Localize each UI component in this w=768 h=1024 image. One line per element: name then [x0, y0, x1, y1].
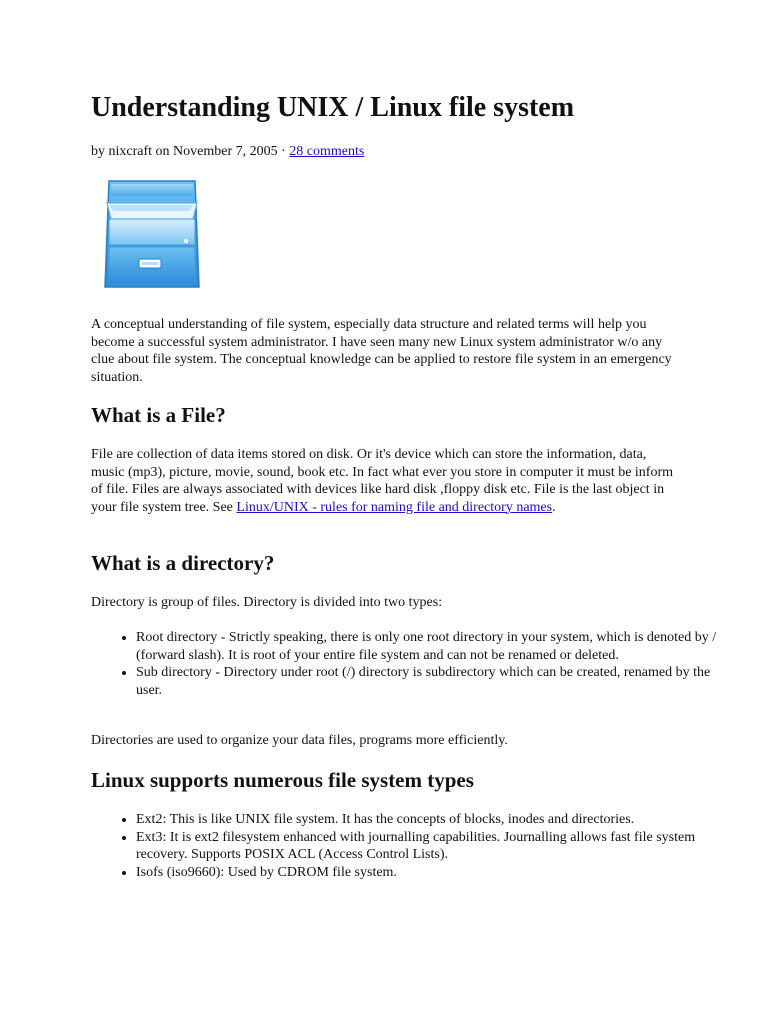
section-heading-directory: What is a directory? [91, 551, 275, 575]
byline-author-date: by nixcraft on November 7, 2005 · [91, 144, 290, 159]
file-paragraph-end: . [552, 499, 556, 515]
list-item: • Ext3: It is ext2 filesystem enhanced with journalling capabilities. Journalling allows fast file system recovery. Supports POSIX ACL (Access Control Lists). [136, 829, 726, 864]
file-paragraph-text: File are collection of data items stored on disk. Or it's device which can store the information, data, music (mp3), picture, movie, sound, book etc. In fact what ever you store in computer it must be inform of file. Files are always associated with devices like hard disk ,floppy disk etc. File is the last object in your file system tree. See [91, 447, 674, 515]
page-title: Understanding UNIX / Linux file system [91, 92, 575, 123]
intro-paragraph: A conceptual understanding of file system, especially data structure and related terms will help you become a successful system administrator. I have seen many new Linux system administrator w/o any clue about file system. The conceptual knowledge can be applied to restore file system in an emergency situation. [91, 317, 672, 385]
file-paragraph [91, 446, 681, 516]
list-item: • Ext2: This is like UNIX file system. It has the concepts of blocks, inodes and directories. [136, 811, 726, 829]
section-heading-fs-types: Linux supports numerous file system types [91, 768, 474, 792]
list-item: • Isofs (iso9660): Used by CDROM file system. [136, 864, 726, 882]
directory-type-list [91, 629, 726, 699]
section-heading-file: What is a File? [91, 403, 226, 427]
file-cabinet-icon [97, 175, 209, 293]
byline [91, 143, 364, 161]
directory-intro: Directory is group of files. Directory is divided into two types: [91, 595, 443, 610]
fs-type-list [91, 811, 726, 881]
list-item: • Sub directory - Directory under root (/) directory is subdirectory which can be created, renamed by the user. [136, 664, 726, 699]
comments-link[interactable]: 28 comments [289, 144, 365, 159]
directory-outro: Directories are used to organize your data files, programs more efficiently. [91, 733, 508, 748]
naming-rules-link[interactable]: Linux/UNIX - rules for naming file and directory names [236, 499, 553, 515]
list-item: • Root directory - Strictly speaking, there is only one root directory in your system, which is denoted by / (forward slash). It is root of your entire file system and can not be renamed or deleted. [136, 629, 726, 664]
